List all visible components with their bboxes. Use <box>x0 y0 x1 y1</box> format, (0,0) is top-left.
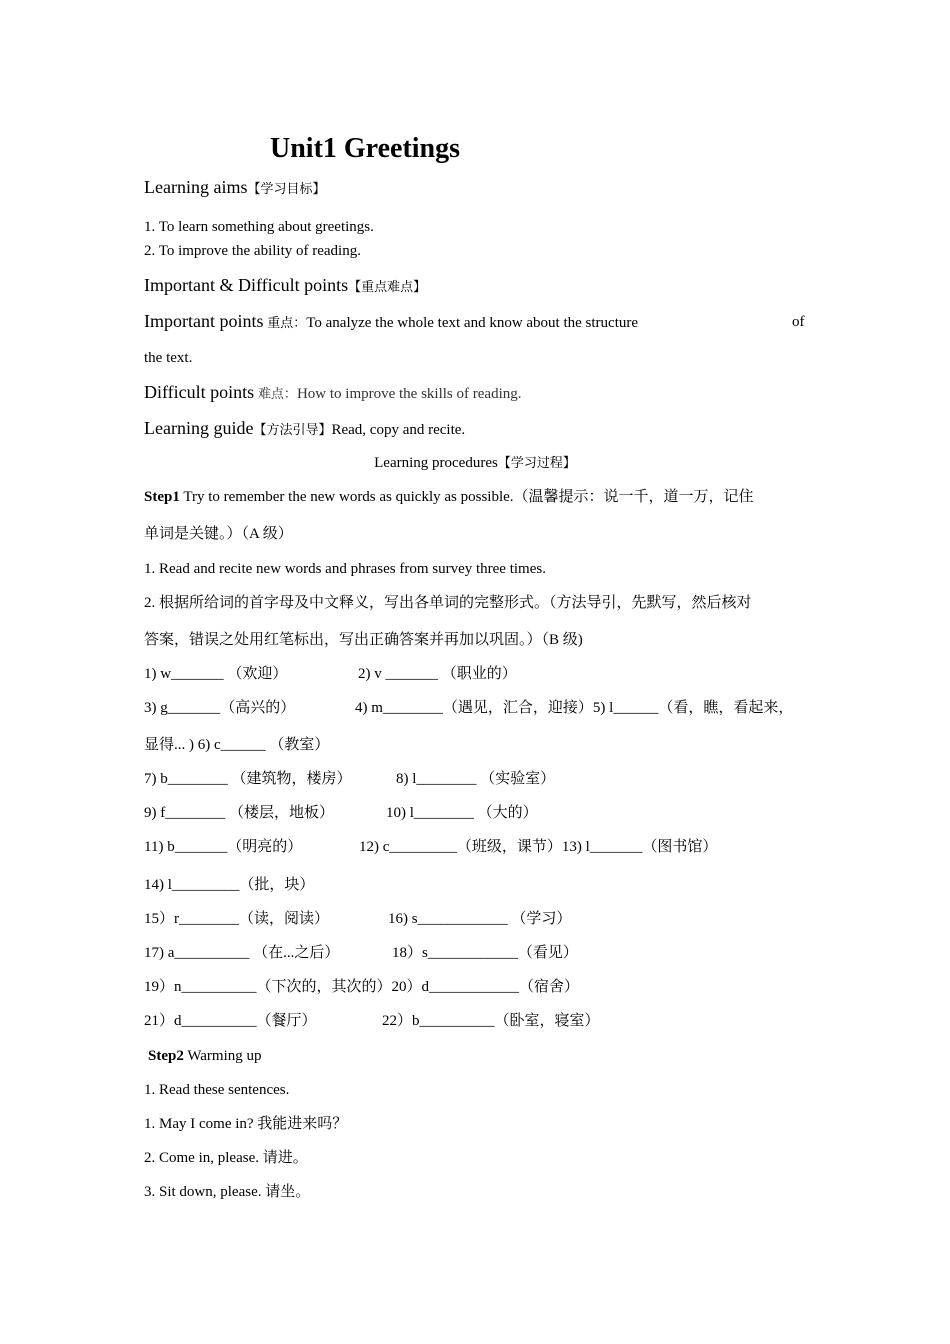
step1-task1: 1. Read and recite new words and phrases from survey three times. <box>144 561 546 577</box>
difficult-points <box>144 382 521 404</box>
important-cont: the text. <box>144 350 193 366</box>
vocab-item: 16) s____________ （学习） <box>388 911 572 927</box>
aim-item: 2. To improve the ability of reading. <box>144 243 361 259</box>
procedures-heading <box>0 453 950 473</box>
guide-text: Read, copy and recite. <box>331 422 466 438</box>
vocab-item: 1) w_______ （欢迎） <box>144 666 288 682</box>
vocab-item: 3) g_______（高兴的） <box>144 700 296 716</box>
vocab-item: 9) f________ （楼层，地板） <box>144 805 334 821</box>
step1-cont: 单词是关键。）（A 级） <box>144 526 293 542</box>
difficult-cn: 难点： <box>257 386 297 401</box>
important-points <box>144 311 638 333</box>
vocab-item: 10) l________ （大的） <box>386 805 538 821</box>
vocab-item: 7) b________ （建筑物，楼房） <box>144 771 352 787</box>
vocab-item: 4) m________（遇见，汇合，迎接）5) l______（看，瞧，看起来， <box>355 700 794 716</box>
vocab-item: 12) c_________（班级，课节）13) l_______（图书馆） <box>359 839 718 855</box>
vocab-item: 19）n__________（下次的，其次的）20）d____________（宿舍） <box>144 979 580 995</box>
step1-text: Try to remember the new words as quickly as possible.（温馨提示：说一千，道一万，记住 <box>179 489 754 505</box>
step2-label: Step2 <box>148 1048 184 1064</box>
aim-item: 1. To learn something about greetings. <box>144 219 374 235</box>
step2-line <box>148 1046 262 1066</box>
sentence-item: 2. Come in, please. 请进。 <box>144 1150 308 1166</box>
learning-guide <box>144 418 465 440</box>
sentence-item: 3. Sit down, please. 请坐。 <box>144 1184 311 1200</box>
page-title: Unit1 Greetings <box>270 133 461 164</box>
important-label: Important points <box>144 311 264 331</box>
step2-task: 1. Read these sentences. <box>144 1082 290 1098</box>
vocab-item: 22）b__________（卧室，寝室） <box>382 1013 600 1029</box>
step1-label: Step1 <box>144 489 180 505</box>
points-cn: 【重点难点】 <box>348 279 427 294</box>
vocab-item: 11) b_______（明亮的） <box>144 839 303 855</box>
important-cn: 重点： <box>267 315 307 330</box>
guide-cn: 【方法引导】 <box>253 422 332 437</box>
points-label: Important & Difficult points <box>144 275 349 295</box>
points-heading <box>144 275 426 297</box>
vocab-item: 14) l_________（批，块） <box>144 877 315 893</box>
step2-text: Warming up <box>183 1048 262 1064</box>
important-of: of <box>792 314 805 330</box>
step1-task2: 2. 根据所给词的首字母及中文释义，写出各单词的完整形式。（方法导引，先默写，然后核对 <box>144 595 752 611</box>
vocab-item: 18）s____________（看见） <box>392 945 578 961</box>
learning-aims-cn: 【学习目标】 <box>247 181 326 196</box>
guide-label: Learning guide <box>144 418 254 438</box>
vocab-item: 17) a__________ （在...之后） <box>144 945 340 961</box>
vocab-item: 15）r________（读，阅读） <box>144 911 329 927</box>
vocab-item: 21）d__________（餐厅） <box>144 1013 317 1029</box>
learning-aims-heading <box>144 177 325 199</box>
vocab-item: 2) v _______ （职业的） <box>358 666 517 682</box>
vocab-item: 显得... ) 6) c______ （教室） <box>144 737 330 753</box>
sentence-item: 1. May I come in? 我能进来吗？ <box>144 1116 348 1132</box>
procedures-label: Learning procedures <box>374 455 498 471</box>
vocab-item: 8) l________ （实验室） <box>396 771 556 787</box>
learning-aims-label: Learning aims <box>144 177 248 197</box>
procedures-cn: 【学习过程】 <box>497 455 576 470</box>
difficult-text: How to improve the skills of reading. <box>296 386 522 402</box>
difficult-label: Difficult points <box>144 382 255 402</box>
step1-line <box>144 487 754 507</box>
important-text: To analyze the whole text and know about the structure <box>306 315 639 331</box>
step1-task2-cont: 答案，错误之处用红笔标出，写出正确答案并再加以巩固。）（B 级) <box>144 632 583 648</box>
